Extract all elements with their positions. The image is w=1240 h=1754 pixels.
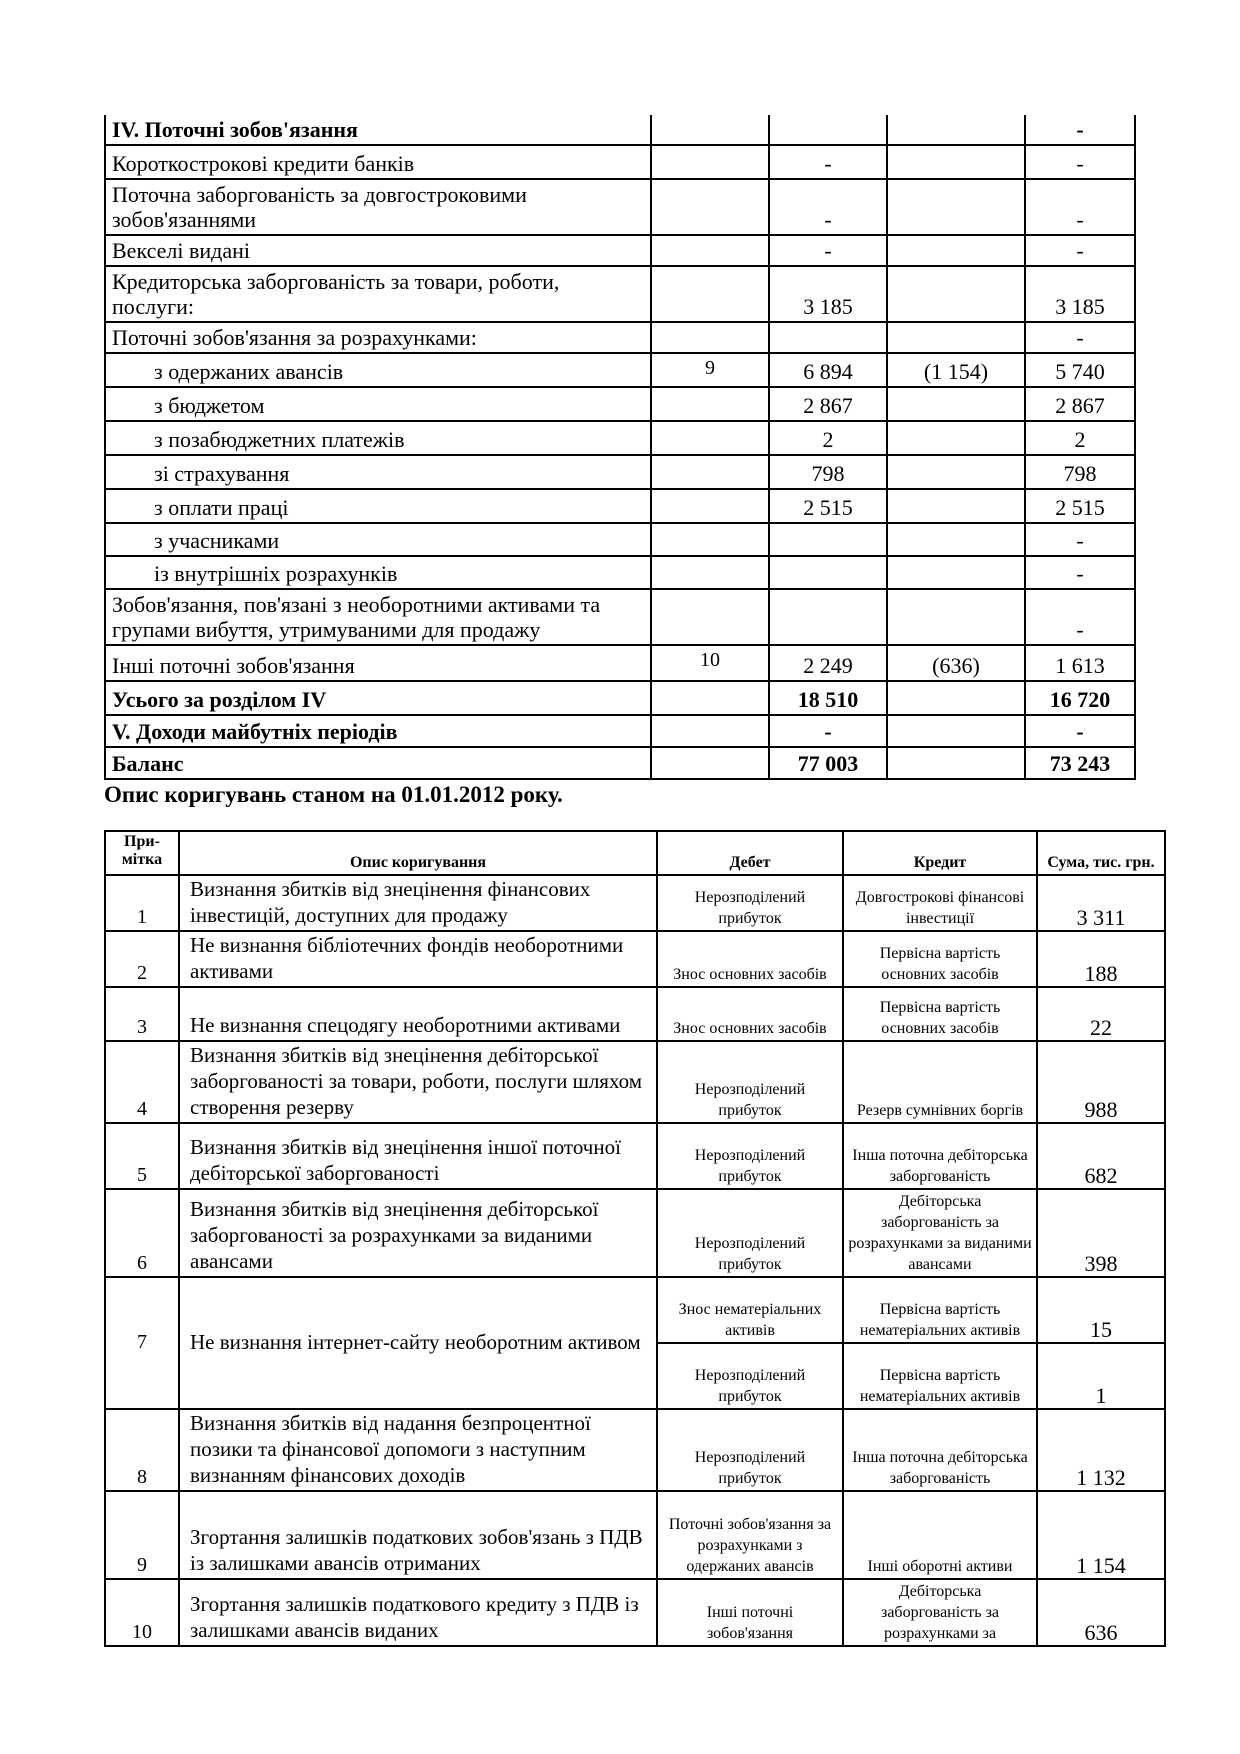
balance-row — [105, 145, 1135, 179]
balance-note — [651, 322, 769, 353]
balance-value-c: 1 613 — [1025, 645, 1135, 681]
adjustment-description: Визнання збитків від знецінення фінансових інвестицій, доступних для продажу — [179, 875, 657, 931]
adjustment-amount: 398 — [1037, 1189, 1165, 1277]
adjustment-number: 2 — [105, 931, 179, 987]
adjustment-credit: Первісна вартість основних засобів — [843, 931, 1037, 987]
balance-value-c: 3 185 — [1025, 266, 1135, 322]
balance-value-a: 2 867 — [769, 387, 887, 421]
balance-row — [105, 421, 1135, 455]
balance-value-b — [887, 421, 1025, 455]
adjustment-number: 4 — [105, 1041, 179, 1123]
adjustment-description: Не визнання бібліотечних фондів необоротними активами — [179, 931, 657, 987]
balance-value-c: 2 515 — [1025, 489, 1135, 523]
balance-label: IV. Поточні зобов'язання — [105, 115, 651, 145]
adjustments-header-row — [105, 831, 1165, 875]
balance-note — [651, 266, 769, 322]
balance-label: зі страхування — [105, 455, 651, 489]
adjustment-row — [105, 931, 1165, 987]
adjustment-number: 1 — [105, 875, 179, 931]
adjustment-debit: Нерозподілений прибуток — [657, 1343, 843, 1409]
adjustment-description: Визнання збитків від знецінення іншої поточної дебіторської заборгованості — [179, 1123, 657, 1189]
balance-note — [651, 747, 769, 779]
adjustment-amount: 15 — [1037, 1277, 1165, 1343]
adjustment-credit: Резерв сумнівних боргів — [843, 1041, 1037, 1123]
balance-note — [651, 556, 769, 589]
adjustment-credit: Інша поточна дебіторська заборгованість — [843, 1123, 1037, 1189]
balance-value-a: - — [769, 715, 887, 747]
adjustment-description: Не визнання спецодягу необоротними активами — [179, 987, 657, 1041]
balance-note — [651, 387, 769, 421]
adjustment-number: 9 — [105, 1491, 179, 1579]
balance-value-c: 2 — [1025, 421, 1135, 455]
balance-value-c: 5 740 — [1025, 353, 1135, 387]
balance-row — [105, 589, 1135, 645]
header-amount: Сума, тис. грн. — [1037, 831, 1165, 875]
adjustment-description: Визнання збитків від знецінення дебіторської заборгованості за товари, роботи, послуги шляхом створення резерву — [179, 1041, 657, 1123]
adjustment-number: 5 — [105, 1123, 179, 1189]
adjustment-credit: Первісна вартість нематеріальних активів — [843, 1343, 1037, 1409]
balance-value-b — [887, 556, 1025, 589]
adjustment-credit: Інші оборотні активи — [843, 1491, 1037, 1579]
balance-value-a: - — [769, 179, 887, 235]
balance-value-b — [887, 115, 1025, 145]
balance-value-a — [769, 589, 887, 645]
adjustment-debit: Нерозподілений прибуток — [657, 1123, 843, 1189]
balance-value-c: 2 867 — [1025, 387, 1135, 421]
balance-label: Поточні зобов'язання за розрахунками: — [105, 322, 651, 353]
balance-value-c: 73 243 — [1025, 747, 1135, 779]
balance-value-b — [887, 235, 1025, 266]
balance-label: Поточна заборгованість за довгостроковими зобов'язаннями — [105, 179, 651, 235]
adjustment-credit: Дебіторська заборгованість за розрахунками за виданими авансами — [843, 1189, 1037, 1277]
balance-value-c: - — [1025, 556, 1135, 589]
adjustment-debit: Нерозподілений прибуток — [657, 1409, 843, 1491]
adjustment-row — [105, 1041, 1165, 1123]
balance-note: 10 — [651, 645, 769, 681]
balance-value-a: 2 515 — [769, 489, 887, 523]
adjustment-number: 3 — [105, 987, 179, 1041]
adjustment-row — [105, 1189, 1165, 1277]
balance-label: Короткострокові кредити банків — [105, 145, 651, 179]
balance-value-c: - — [1025, 715, 1135, 747]
balance-note — [651, 235, 769, 266]
adjustment-row — [105, 1579, 1165, 1646]
balance-note — [651, 489, 769, 523]
adjustment-debit: Поточні зобов'язання за розрахунками з одержаних авансів — [657, 1491, 843, 1579]
balance-note — [651, 589, 769, 645]
adjustment-credit: Довгострокові фінансові інвестиції — [843, 875, 1037, 931]
balance-table — [104, 115, 1136, 780]
balance-value-c: - — [1025, 322, 1135, 353]
balance-note — [651, 145, 769, 179]
balance-value-a: 18 510 — [769, 681, 887, 715]
adjustment-credit: Інша поточна дебіторська заборгованість — [843, 1409, 1037, 1491]
balance-label: з оплати праці — [105, 489, 651, 523]
adjustment-amount: 22 — [1037, 987, 1165, 1041]
adjustment-row — [105, 1277, 1165, 1343]
adjustment-debit: Нерозподілений прибуток — [657, 1189, 843, 1277]
balance-value-c: - — [1025, 179, 1135, 235]
balance-value-b — [887, 489, 1025, 523]
adjustment-row — [105, 1123, 1165, 1189]
adjustment-description: Визнання збитків від надання безпроцентної позики та фінансової допомоги з наступним визнанням фінансових доходів — [179, 1409, 657, 1491]
balance-label: із внутрішніх розрахунків — [105, 556, 651, 589]
balance-value-c: - — [1025, 115, 1135, 145]
balance-value-b — [887, 715, 1025, 747]
balance-label: з одержаних авансів — [105, 353, 651, 387]
adjustment-number: 6 — [105, 1189, 179, 1277]
balance-row — [105, 489, 1135, 523]
adjustment-number: 7 — [105, 1277, 179, 1409]
adjustment-amount: 988 — [1037, 1041, 1165, 1123]
adjustment-number: 10 — [105, 1579, 179, 1646]
balance-value-b — [887, 523, 1025, 556]
adjustment-number: 8 — [105, 1409, 179, 1491]
balance-value-c: - — [1025, 235, 1135, 266]
balance-row — [105, 556, 1135, 589]
balance-label: Векселі видані — [105, 235, 651, 266]
adjustment-description: Згортання залишків податкового кредиту з ПДВ із залишками авансів виданих — [179, 1579, 657, 1646]
balance-label: Кредиторська заборгованість за товари, роботи, послуги: — [105, 266, 651, 322]
balance-value-a — [769, 115, 887, 145]
balance-value-b — [887, 266, 1025, 322]
balance-row — [105, 681, 1135, 715]
balance-value-b — [887, 747, 1025, 779]
balance-note — [651, 421, 769, 455]
balance-row — [105, 179, 1135, 235]
adjustment-row — [105, 1409, 1165, 1491]
balance-value-b — [887, 589, 1025, 645]
adjustment-credit: Первісна вартість нематеріальних активів — [843, 1277, 1037, 1343]
adjustments-table — [104, 830, 1166, 1647]
balance-note — [651, 179, 769, 235]
balance-value-c: 16 720 — [1025, 681, 1135, 715]
balance-value-a: 2 — [769, 421, 887, 455]
balance-value-a — [769, 322, 887, 353]
balance-label: з учасниками — [105, 523, 651, 556]
balance-value-c: - — [1025, 145, 1135, 179]
balance-row — [105, 523, 1135, 556]
balance-value-a: 3 185 — [769, 266, 887, 322]
adjustment-description: Визнання збитків від знецінення дебіторської заборгованості за розрахунками за виданими авансами — [179, 1189, 657, 1277]
adjustment-row — [105, 987, 1165, 1041]
balance-note: 9 — [651, 353, 769, 387]
balance-row — [105, 747, 1135, 779]
balance-value-a: 2 249 — [769, 645, 887, 681]
balance-label: V. Доходи майбутніх періодів — [105, 715, 651, 747]
balance-value-b — [887, 455, 1025, 489]
adjustment-amount: 1 154 — [1037, 1491, 1165, 1579]
adjustment-debit: Нерозподілений прибуток — [657, 875, 843, 931]
header-debit: Дебет — [657, 831, 843, 875]
balance-note — [651, 455, 769, 489]
balance-value-b — [887, 179, 1025, 235]
balance-value-c: 798 — [1025, 455, 1135, 489]
adjustment-amount: 188 — [1037, 931, 1165, 987]
balance-row — [105, 455, 1135, 489]
adjustment-debit: Знос нематеріальних активів — [657, 1277, 843, 1343]
balance-note — [651, 115, 769, 145]
balance-value-c: - — [1025, 523, 1135, 556]
adjustment-amount: 1 — [1037, 1343, 1165, 1409]
header-note: При-мітка — [105, 831, 179, 875]
header-description: Опис коригування — [179, 831, 657, 875]
balance-note — [651, 681, 769, 715]
balance-value-a: 798 — [769, 455, 887, 489]
balance-value-b: (1 154) — [887, 353, 1025, 387]
balance-value-a — [769, 523, 887, 556]
balance-value-a: 77 003 — [769, 747, 887, 779]
adjustment-row — [105, 875, 1165, 931]
balance-value-b: (636) — [887, 645, 1025, 681]
balance-value-b — [887, 387, 1025, 421]
adjustment-debit: Знос основних засобів — [657, 931, 843, 987]
adjustment-credit: Дебіторська заборгованість за розрахунками за — [843, 1579, 1037, 1646]
adjustment-credit: Первісна вартість основних засобів — [843, 987, 1037, 1041]
adjustment-amount: 682 — [1037, 1123, 1165, 1189]
balance-value-b — [887, 145, 1025, 179]
adjustment-amount: 3 311 — [1037, 875, 1165, 931]
balance-note — [651, 523, 769, 556]
balance-value-a: - — [769, 145, 887, 179]
adjustments-title: Опис коригувань станом на 01.01.2012 року. — [104, 782, 563, 807]
adjustment-debit: Знос основних засобів — [657, 987, 843, 1041]
balance-value-a: - — [769, 235, 887, 266]
balance-row — [105, 353, 1135, 387]
adjustment-description: Не визнання інтернет-сайту необоротним активом — [179, 1277, 657, 1409]
balance-value-a — [769, 556, 887, 589]
balance-label: з бюджетом — [105, 387, 651, 421]
balance-label: Усього за розділом IV — [105, 681, 651, 715]
balance-row — [105, 266, 1135, 322]
balance-row — [105, 387, 1135, 421]
balance-label: з позабюджетних платежів — [105, 421, 651, 455]
adjustment-amount: 636 — [1037, 1579, 1165, 1646]
balance-row — [105, 322, 1135, 353]
balance-value-a: 6 894 — [769, 353, 887, 387]
balance-row — [105, 645, 1135, 681]
balance-row — [105, 715, 1135, 747]
balance-value-b — [887, 322, 1025, 353]
adjustment-row — [105, 1491, 1165, 1579]
balance-value-b — [887, 681, 1025, 715]
balance-note — [651, 715, 769, 747]
adjustment-debit: Інші поточні зобов'язання — [657, 1579, 843, 1646]
adjustment-debit: Нерозподілений прибуток — [657, 1041, 843, 1123]
balance-value-c: - — [1025, 589, 1135, 645]
balance-label: Інші поточні зобов'язання — [105, 645, 651, 681]
header-credit: Кредит — [843, 831, 1037, 875]
balance-label: Зобов'язання, пов'язані з необоротними активами та групами вибуття, утримуваними для продажу — [105, 589, 651, 645]
balance-label: Баланс — [105, 747, 651, 779]
adjustment-description: Згортання залишків податкових зобов'язань з ПДВ із залишками авансів отриманих — [179, 1491, 657, 1579]
balance-row — [105, 235, 1135, 266]
adjustment-amount: 1 132 — [1037, 1409, 1165, 1491]
balance-row — [105, 115, 1135, 145]
